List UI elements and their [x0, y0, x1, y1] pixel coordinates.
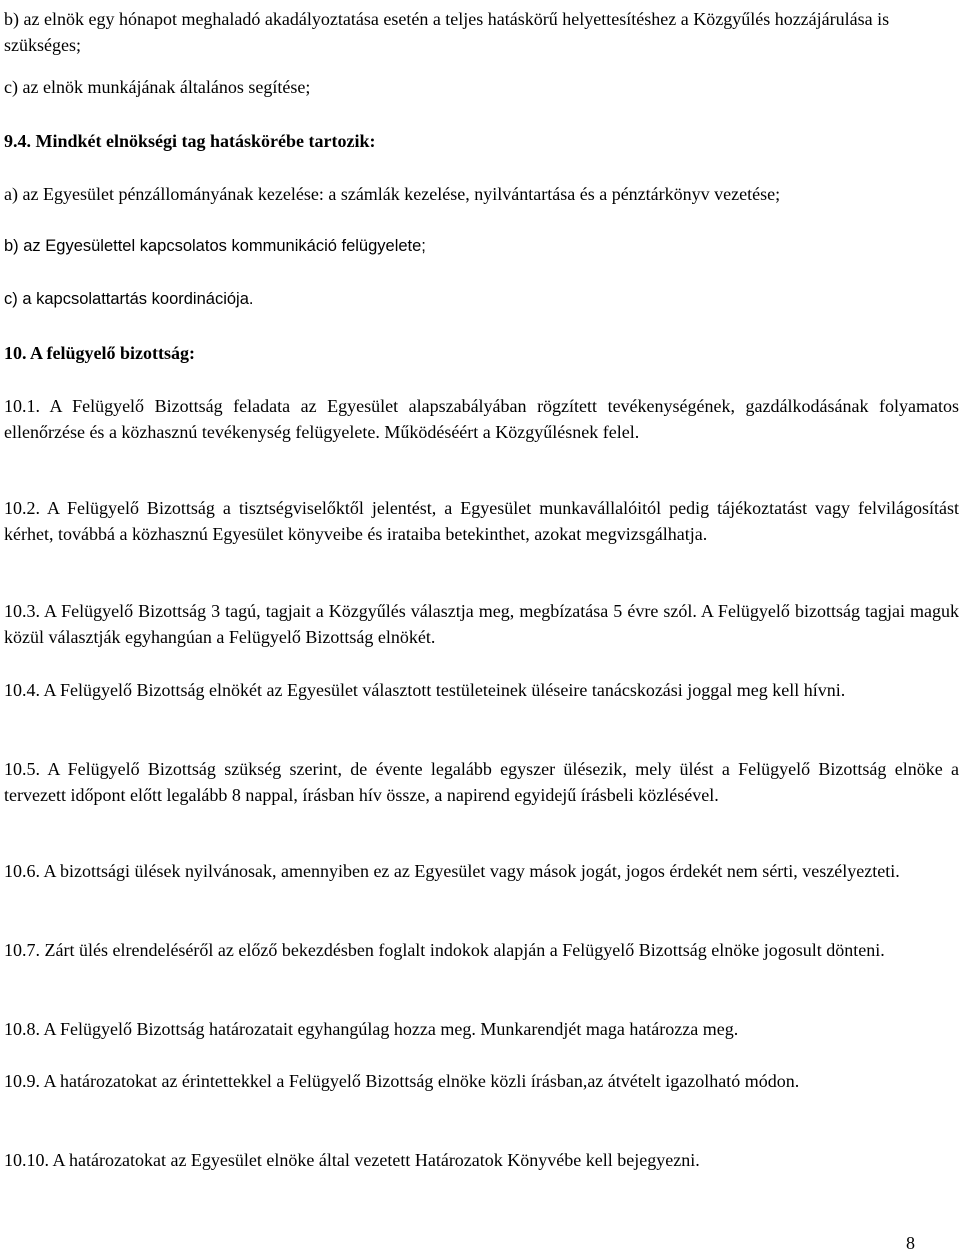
paragraph-10-2: 10.2. A Felügyelő Bizottság a tisztségviselőktől jelentést, a Egyesület munkavállalóitól pedig tájékoztatást vagy felvilágosítást kérhet, továbbá a közhasznú Egyesület könyveibe és irataiba betekinthet, azokat megvizsgálhatja. [4, 498, 959, 544]
paragraph-10-7: 10.7. Zárt ülés elrendeléséről az előző bekezdésben foglalt indokok alapján a Felügyelő Bizottság elnöke jogosult dönteni. [4, 940, 885, 960]
paragraph-10-3: 10.3. A Felügyelő Bizottság 3 tagú, tagjait a Közgyűlés választja meg, megbízatása 5 évre szól. A Felügyelő bizottság tagjai maguk közül választják egyhangúan a Felügyelő Bizottság elnökét. [4, 601, 959, 647]
page-number: 8 [906, 1233, 915, 1253]
section-heading-10: 10. A felügyelő bizottság: [4, 343, 195, 363]
paragraph-9-3-b: b) az elnök egy hónapot meghaladó akadályoztatása esetén a teljes hatáskörű helyettesítéshez a Közgyűlés hozzájárulása is szükséges; [4, 9, 890, 55]
section-heading-9-4: 9.4. Mindkét elnökségi tag hatáskörébe tartozik: [4, 131, 376, 151]
paragraph-10-5: 10.5. A Felügyelő Bizottság szükség szerint, de évente legalább egyszer ülésezik, mely ülést a Felügyelő Bizottság elnöke a tervezett időpont előtt legalább 8 nappal, írásban hív össze, a napirend egyidejű írásbeli közlésével. [4, 759, 959, 805]
paragraph-9-4-c: c) a kapcsolattartás koordinációja. [4, 290, 254, 308]
paragraph-10-10: 10.10. A határozatokat az Egyesület elnöke által vezetett Határozatok Könyvébe kell bejegyezni. [4, 1150, 700, 1170]
paragraph-10-1: 10.1. A Felügyelő Bizottság feladata az Egyesület alapszabályában rögzített tevékenységének, gazdálkodásának folyamatos ellenőrzése és a közhasznú tevékenység felügyelete. Működéséért a Közgyűlésnek felel. [4, 396, 959, 442]
paragraph-10-6: 10.6. A bizottsági ülések nyilvánosak, amennyiben ez az Egyesület vagy mások jogát, jogos érdekét nem sérti, veszélyezteti. [4, 861, 900, 881]
paragraph-9-4-b: b) az Egyesülettel kapcsolatos kommunikáció felügyelete; [4, 237, 426, 255]
paragraph-9-4-a: a) az Egyesület pénzállományának kezelése: a számlák kezelése, nyilvántartása és a pénztárkönyv vezetése; [4, 184, 781, 204]
paragraph-9-3-c: c) az elnök munkájának általános segítése; [4, 77, 311, 97]
paragraph-10-8: 10.8. A Felügyelő Bizottság határozatait egyhangúlag hozza meg. Munkarendjét maga határozza meg. [4, 1019, 739, 1039]
paragraph-10-9: 10.9. A határozatokat az érintettekkel a Felügyelő Bizottság elnöke közli írásban,az átvételt igazolható módon. [4, 1071, 800, 1091]
paragraph-10-4: 10.4. A Felügyelő Bizottság elnökét az Egyesület választott testületeinek üléseire tanácskozási joggal meg kell hívni. [4, 680, 846, 700]
